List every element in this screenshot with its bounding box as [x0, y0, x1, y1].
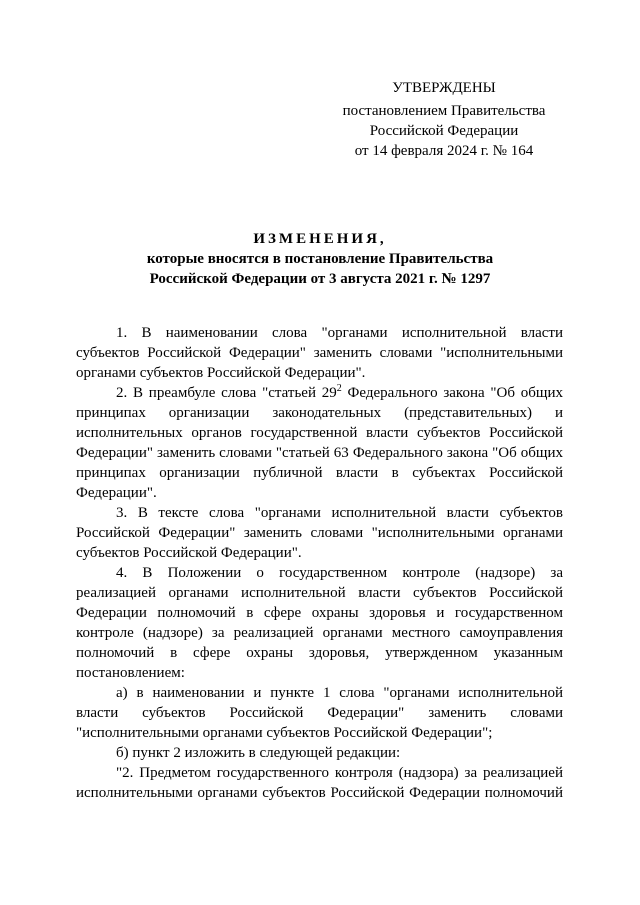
subtitle-line-2: Российской Федерации от 3 августа 2021 г. № 1297 — [149, 271, 491, 287]
document-body — [76, 323, 563, 803]
superscript-2: 2 — [336, 383, 342, 394]
paragraph-2 — [76, 383, 563, 503]
paragraph-4: 4. В Положении о государственном контроле (надзоре) за реализацией органами исполнительной власти субъектов Российской Федерации полномочий в сфере охраны здоровья и государственном контроле (надзоре) за реализацией органами местного самоуправления полномочий в сфере охраны здоровья, утвержденном указанным постановлением: — [76, 565, 563, 681]
approval-block — [329, 78, 559, 161]
subparagraph-b: б) пункт 2 изложить в следующей редакции: — [116, 745, 401, 761]
subparagraph-a: а) в наименовании и пункте 1 слова "органами исполнительной власти субъектов Российской Федерации" заменить словами "исполнительными органами субъектов Российской Федерации"; — [76, 685, 563, 741]
subtitle-line-1: которые вносятся в постановление Правительства — [146, 251, 494, 267]
paragraph-2-part-1: 2. В преамбуле слова "статьей 29 — [116, 385, 337, 401]
paragraph-2-part-2: Федерального закона "Об общих принципах организации законодательных (представительных) и исполнительных органов государственной власти субъектов Российской Федерации" заменить словами "статьей 63 Федерального закона "Об общих принципах организации публичной власти в субъектах Российской Федерации". — [76, 385, 563, 501]
approval-heading: УТВЕРЖДЕНЫ — [392, 80, 496, 96]
document-title: ИЗМЕНЕНИЯ, — [253, 231, 387, 247]
paragraph-1: 1. В наименовании слова "органами исполнительной власти субъектов Российской Федерации" заменить словами "исполнительными органами субъектов Российской Федерации". — [76, 325, 563, 381]
approval-line-3: от 14 февраля 2024 г. № 164 — [354, 143, 534, 159]
document-subtitle — [0, 249, 640, 289]
approval-line-1: постановлением Правительства — [342, 103, 546, 119]
quoted-paragraph: "2. Предметом государственного контроля (надзора) за реализацией исполнительными органами субъектов Российской Федерации полномочий — [76, 765, 563, 801]
paragraph-3: 3. В тексте слова "органами исполнительной власти субъектов Российской Федерации" заменить словами "исполнительными органами субъектов Российской Федерации". — [76, 505, 563, 561]
approval-line-2: Российской Федерации — [369, 123, 519, 139]
